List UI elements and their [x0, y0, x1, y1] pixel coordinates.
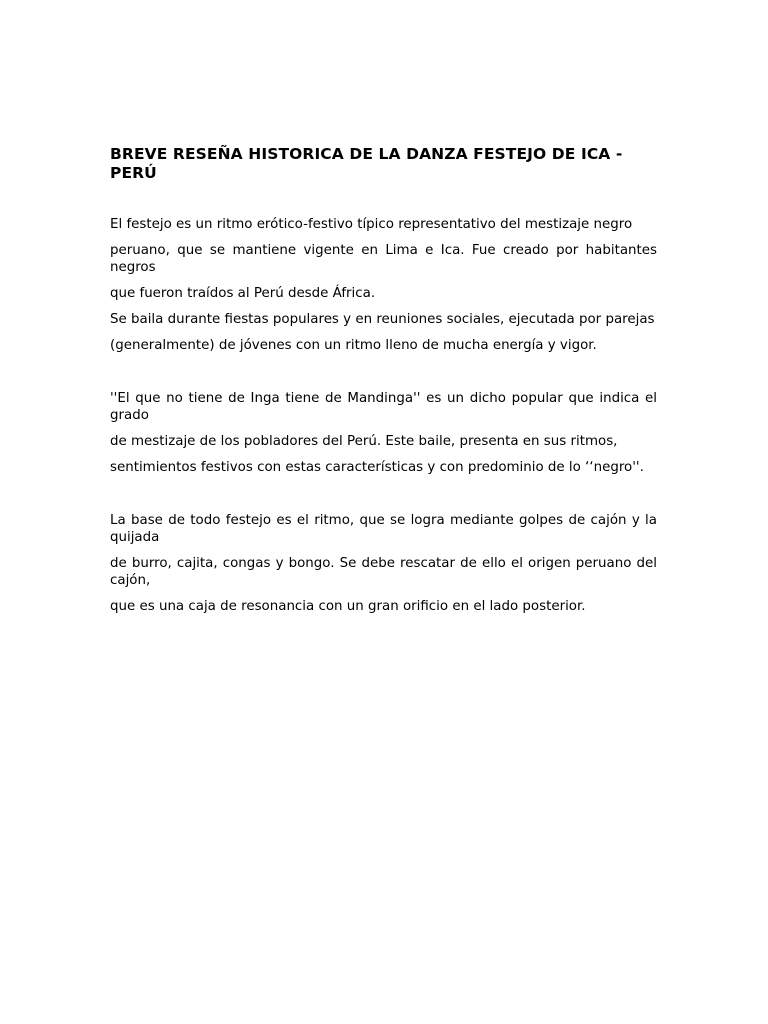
paragraph-spacer — [110, 485, 657, 512]
paragraph-line: (generalmente) de jóvenes con un ritmo lleno de mucha energía y vigor. — [110, 338, 597, 353]
paragraph-line: sentimientos festivos con estas características y con predominio de lo ‘‘negro''. — [110, 460, 644, 475]
paragraph-line: El festejo es un ritmo erótico-festivo típico representativo del mestizaje negro — [110, 217, 633, 232]
paragraph-line: de burro, cajita, congas y bongo. Se debe rescatar de ello el origen peruano del cajón, — [110, 556, 657, 588]
paragraph-line: ''El que no tiene de Inga tiene de Mandinga'' es un dicho popular que indica el grado — [110, 391, 657, 423]
paragraph-line: La base de todo festejo es el ritmo, que se logra mediante golpes de cajón y la quijada — [110, 513, 657, 545]
paragraph-origin — [110, 216, 657, 354]
paragraph-line: peruano, que se mantiene vigente en Lima e Ica. Fue creado por habitantes negros — [110, 243, 657, 275]
paragraph-line: que fueron traídos al Perú desde África. — [110, 286, 376, 301]
paragraph-rhythm — [110, 512, 657, 615]
document-title: BREVE RESEÑA HISTORICA DE LA DANZA FESTEJO DE ICA - PERÚ — [110, 145, 623, 182]
paragraph-line: que es una caja de resonancia con un gran orificio en el lado posterior. — [110, 599, 586, 614]
paragraph-spacer — [110, 363, 657, 390]
document-body — [110, 145, 657, 624]
paragraph-saying — [110, 390, 657, 476]
paragraph-line: de mestizaje de los pobladores del Perú. Este baile, presenta en sus ritmos, — [110, 434, 618, 449]
paragraph-line: Se baila durante fiestas populares y en reuniones sociales, ejecutada por parejas — [110, 312, 655, 327]
